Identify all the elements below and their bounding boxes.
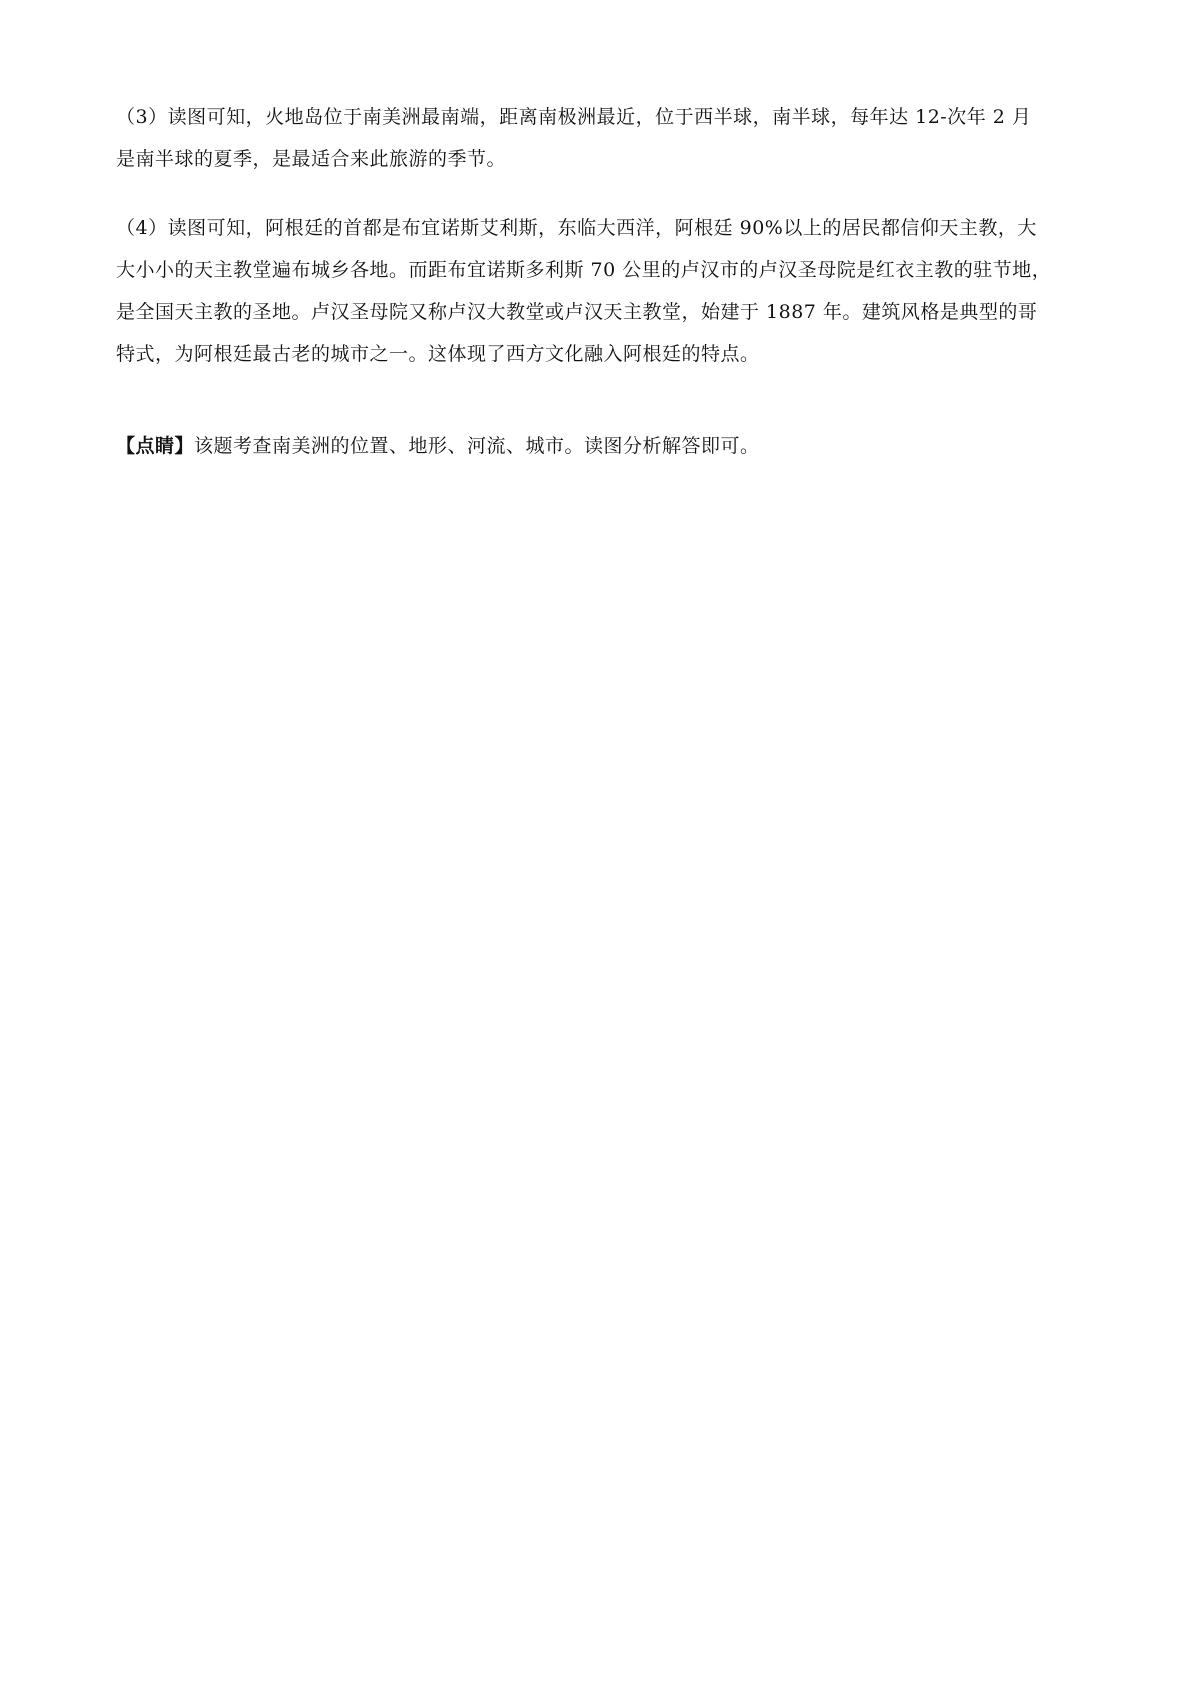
paragraph-line: （3）读图可知，火地岛位于南美洲最南端，距离南极洲最近，位于西半球，南半球，每年达 12-次年 2 月 — [116, 106, 1032, 128]
tip-text: 该题考查南美洲的位置、地形、河流、城市。读图分析解答即可。 — [194, 435, 760, 457]
paragraph-line: 特式，为阿根廷最古老的城市之一。这体现了西方文化融入阿根廷的特点。 — [116, 343, 760, 365]
answer-paragraph-4 — [116, 207, 1106, 375]
tip-label: 【点睛】 — [116, 435, 195, 457]
tip-line — [116, 425, 1106, 467]
tip-paragraph — [116, 425, 1106, 467]
paragraph-line: 大小小的天主教堂遍布城乡各地。而距布宜诺斯多利斯 70 公里的卢汉市的卢汉圣母院是红衣主教的驻节地， — [116, 259, 1052, 281]
paragraph-line: （4）读图可知，阿根廷的首都是布宜诺斯艾利斯，东临大西洋，阿根廷 90%以上的居民都信仰天主教，大 — [116, 217, 1037, 239]
paragraph-line: 是南半球的夏季，是最适合来此旅游的季节。 — [116, 148, 507, 170]
answer-paragraph-3 — [116, 96, 1106, 180]
paragraph-line: 是全国天主教的圣地。卢汉圣母院又称卢汉大教堂或卢汉天主教堂，始建于 1887 年。建筑风格是典型的哥 — [116, 301, 1038, 323]
